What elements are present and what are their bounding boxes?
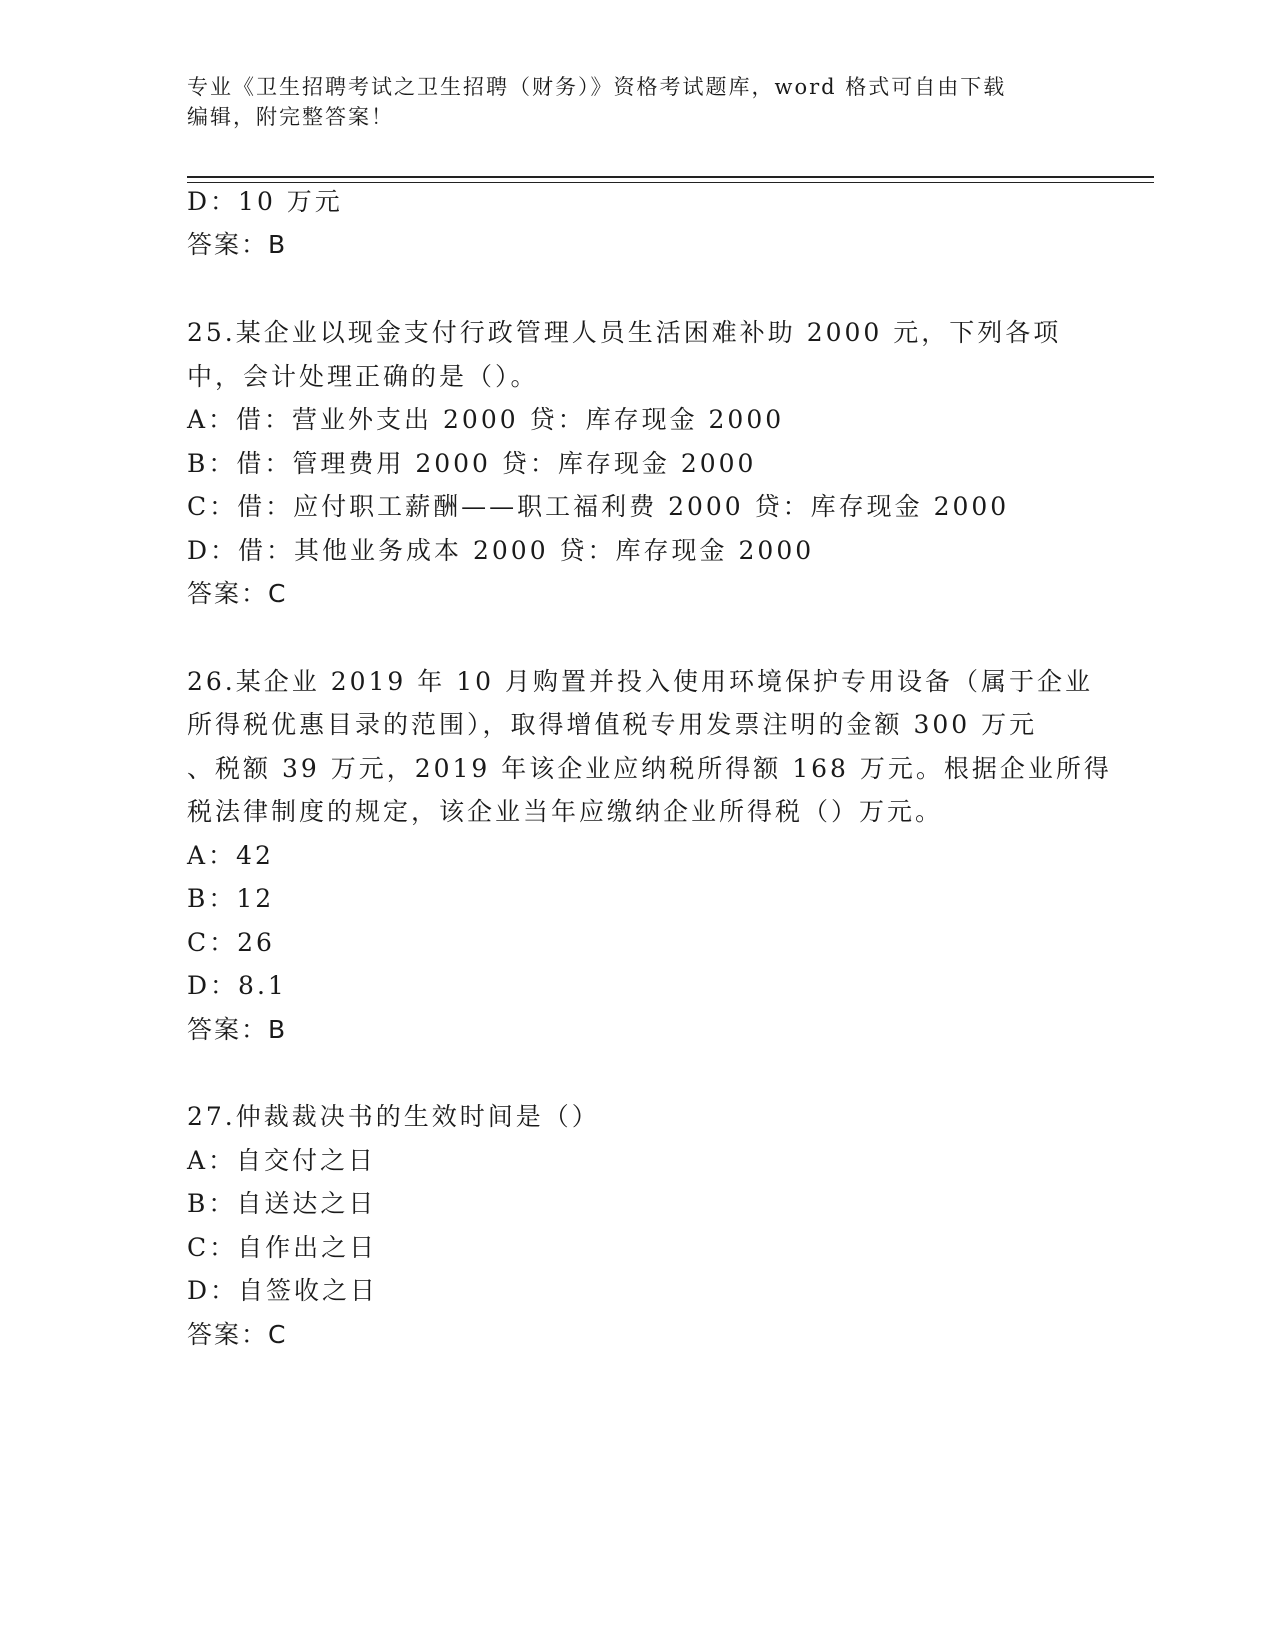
q26-stem-line-1: 26.某企业 2019 年 10 月购置并投入使用环境保护专用设备（属于企业 [187, 667, 1093, 696]
q25-option-c: C：借：应付职工薪酬——职工福利费 2000 贷：库存现金 2000 [187, 492, 1010, 521]
q26-option-a: A：42 [187, 841, 274, 870]
q26-stem-line-2: 所得税优惠目录的范围），取得增值税专用发票注明的金额 300 万元 [187, 710, 1038, 739]
q26-option-d: D：8.1 [187, 971, 287, 1000]
q27-option-c: C：自作出之日 [187, 1233, 378, 1262]
q27-stem-line-1: 27.仲裁裁决书的生效时间是（） [187, 1102, 600, 1131]
q26-stem-line-3: 、税额 39 万元，2019 年该企业应纳税所得额 168 万元。根据企业所得 [187, 754, 1112, 783]
q25-answer: 答案：C [187, 579, 288, 608]
header-divider-thin [187, 182, 1154, 183]
q25-stem-line-1: 25.某企业以现金支付行政管理人员生活困难补助 2000 元，下列各项 [187, 318, 1062, 347]
q25-option-a: A：借：营业外支出 2000 贷：库存现金 2000 [187, 405, 785, 434]
q26-stem-line-4: 税法律制度的规定，该企业当年应缴纳企业所得税（）万元。 [187, 797, 944, 826]
header-line-2: 编辑，附完整答案！ [187, 105, 394, 129]
header-divider-thick [187, 176, 1154, 178]
q26-answer: 答案：B [187, 1015, 288, 1044]
q27-option-d: D：自签收之日 [187, 1276, 379, 1305]
q25-stem-line-2: 中，会计处理正确的是（）。 [187, 362, 539, 391]
q27-option-a: A：自交付之日 [187, 1146, 377, 1175]
prev-option-d: D：10 万元 [187, 187, 343, 216]
q27-option-b: B：自送达之日 [187, 1189, 377, 1218]
q25-option-b: B：借：管理费用 2000 贷：库存现金 2000 [187, 449, 757, 478]
q25-option-d: D：借：其他业务成本 2000 贷：库存现金 2000 [187, 536, 815, 565]
prev-answer: 答案：B [187, 230, 288, 259]
header-line-1: 专业《卫生招聘考试之卫生招聘（财务）》资格考试题库，word 格式可自由下载 [187, 75, 1007, 99]
document-header [187, 72, 1067, 132]
q27-answer: 答案：C [187, 1320, 288, 1349]
q26-option-b: B：12 [187, 884, 275, 913]
q26-option-c: C：26 [187, 928, 275, 957]
